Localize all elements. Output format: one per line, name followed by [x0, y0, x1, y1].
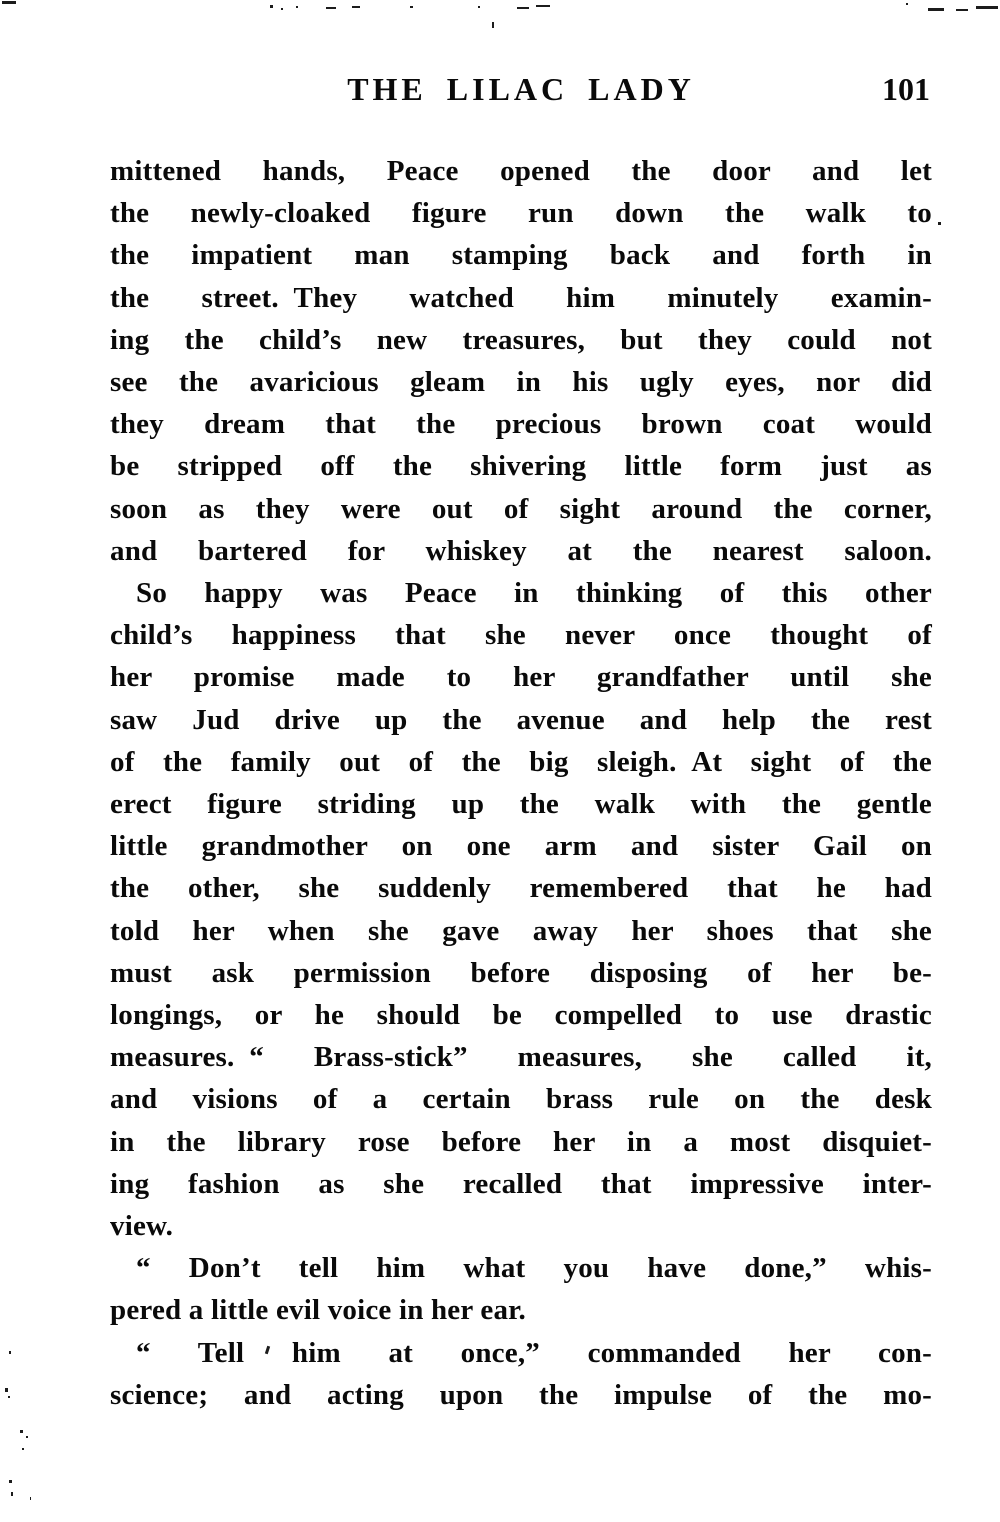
- paragraph: [110, 572, 932, 1247]
- text-line: science; and acting upon the impulse of the mo-: [110, 1378, 932, 1411]
- scan-speck: [296, 6, 298, 8]
- text-line: longings, or he should be compelled to use drastic: [110, 999, 932, 1032]
- scan-speck: [9, 1480, 12, 1483]
- paragraph: [110, 1332, 932, 1416]
- page-body: [110, 150, 932, 1416]
- scan-speck: [410, 6, 413, 8]
- scan-speck: [26, 1436, 28, 1438]
- text-line: ing fashion as she recalled that impressive inter-: [110, 1167, 932, 1200]
- page-number: 101: [882, 71, 930, 107]
- scan-speck: [2, 1, 16, 4]
- text-line: the other, she suddenly remembered that he had: [110, 872, 932, 905]
- text-line: So happy was Peace in thinking of this other: [136, 577, 932, 610]
- scan-speck: [928, 8, 944, 11]
- text-line: they dream that the precious brown coat would: [110, 408, 932, 441]
- text-line: pered a little evil voice in her ear.: [110, 1294, 527, 1327]
- text-line: mittened hands, Peace opened the door and let: [110, 155, 932, 187]
- scan-speck: [536, 5, 550, 7]
- text-line: be stripped off the shivering little form just as: [110, 450, 932, 483]
- text-line: ing the child’s new treasures, but they could not: [110, 323, 932, 356]
- text-line: “ Don’t tell him what you have done,” whis-: [136, 1252, 932, 1285]
- scan-speck: [8, 1396, 10, 1398]
- scan-speck: [517, 7, 529, 9]
- text-line: the impatient man stamping back and forth in: [110, 239, 932, 272]
- text-line: told her when she gave away her shoes that she: [110, 914, 932, 947]
- page-header: [110, 70, 932, 108]
- text-line: soon as they were out of sight around the corner,: [110, 492, 932, 525]
- scan-speck: [976, 6, 998, 9]
- text-line: the newly-cloaked figure run down the walk to: [110, 197, 932, 230]
- scan-speck: [492, 22, 494, 28]
- scan-speck: [270, 5, 273, 8]
- text-line: and bartered for whiskey at the nearest saloon.: [110, 534, 932, 567]
- text-line: and visions of a certain brass rule on the desk: [110, 1083, 932, 1116]
- paragraph: [110, 1247, 932, 1331]
- scan-speck: [22, 1448, 24, 1450]
- text-line: the street. They watched him minutely examin-: [110, 281, 932, 314]
- scan-speck: [281, 8, 283, 10]
- text-line: “ Tell him at once,” commanded her con-: [136, 1336, 932, 1369]
- text-line: erect figure striding up the walk with the gentle: [110, 788, 932, 821]
- scan-speck: [30, 1497, 31, 1500]
- text-line: little grandmother on one arm and sister Gail on: [110, 830, 932, 863]
- scan-speck: [478, 6, 480, 8]
- text-line: saw Jud drive up the avenue and help the rest: [110, 703, 932, 736]
- text-line: view.: [110, 1210, 174, 1243]
- text-line: measures. “ Brass-stick” measures, she called it,: [110, 1041, 932, 1074]
- text-line: in the library rose before her in a most disquiet-: [110, 1125, 932, 1158]
- scan-speck: [9, 1351, 11, 1354]
- scan-speck: [11, 1492, 13, 1496]
- scan-speck: [938, 222, 941, 225]
- scan-speck: [906, 3, 908, 5]
- text-line: her promise made to her grandfather until she: [110, 661, 932, 694]
- text-line: child’s happiness that she never once thought of: [110, 619, 932, 652]
- scan-speck: [5, 1388, 8, 1392]
- paragraph: [110, 150, 932, 572]
- scan-speck: [352, 6, 360, 8]
- scan-speck: [326, 7, 336, 9]
- text-line: must ask permission before disposing of her be-: [110, 956, 932, 989]
- text-line: of the family out of the big sleigh. At sight of the: [110, 745, 932, 778]
- text-line: see the avaricious gleam in his ugly eyes, nor did: [110, 366, 932, 399]
- scan-speck: [20, 1430, 23, 1433]
- scan-speck: [956, 9, 968, 11]
- running-title: THE LILAC LADY: [347, 71, 695, 107]
